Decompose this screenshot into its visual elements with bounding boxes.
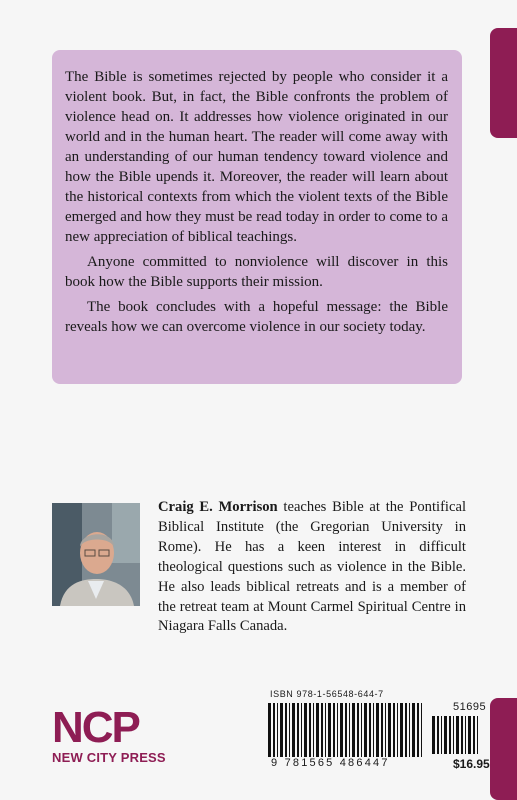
blurb-paragraph-3: The book concludes with a hopeful message: the Bible reveals how we can overcome violence in our society today.	[65, 299, 448, 335]
blurb-paragraph-1: The Bible is sometimes rejected by people who consider it a violent book. But, in fact, the Bible confronts the problem of violence head on. It addresses how violence originated in our world and in the human heart. The reader will come away with an understanding of our human tendency toward violence and how the Bible upends it. Moreover, the reader will learn about the historical contexts from which the violent texts of the Bible emerged and how they must be read today in order to come to a new appreciation of biblical teachings.	[65, 69, 448, 245]
price-label: $16.95	[453, 757, 490, 771]
publisher-name: NEW CITY PRESS	[52, 750, 166, 765]
price-barcode	[432, 716, 480, 754]
price-code: 51695	[453, 701, 487, 713]
spine-tab-top	[490, 28, 517, 138]
blurb-box	[52, 50, 462, 384]
barcode-digits: 9 781565 486447	[271, 757, 390, 769]
publisher-mark: NCP	[52, 703, 139, 752]
publisher-logo	[52, 703, 177, 765]
author-name: Craig E. Morrison	[158, 499, 278, 515]
blurb-paragraph-2: Anyone committed to nonviolence will discover in this book how the Bible supports their mission.	[65, 254, 448, 290]
isbn-barcode	[268, 703, 426, 757]
author-photo	[52, 503, 140, 606]
author-bio	[158, 498, 466, 637]
isbn-text: ISBN 978-1-56548-644-7	[270, 689, 384, 699]
author-bio-text: teaches Bible at the Pontifical Biblical Institute (the Gregorian University in Rome). He has a keen interest in difficult theological questions such as violence in the Bible. He also leads biblical retreats and is a member of the retreat team at Mount Carmel Spiritual Centre in Niagara Falls Canada.	[158, 499, 466, 635]
spine-tab-bottom	[490, 698, 517, 800]
